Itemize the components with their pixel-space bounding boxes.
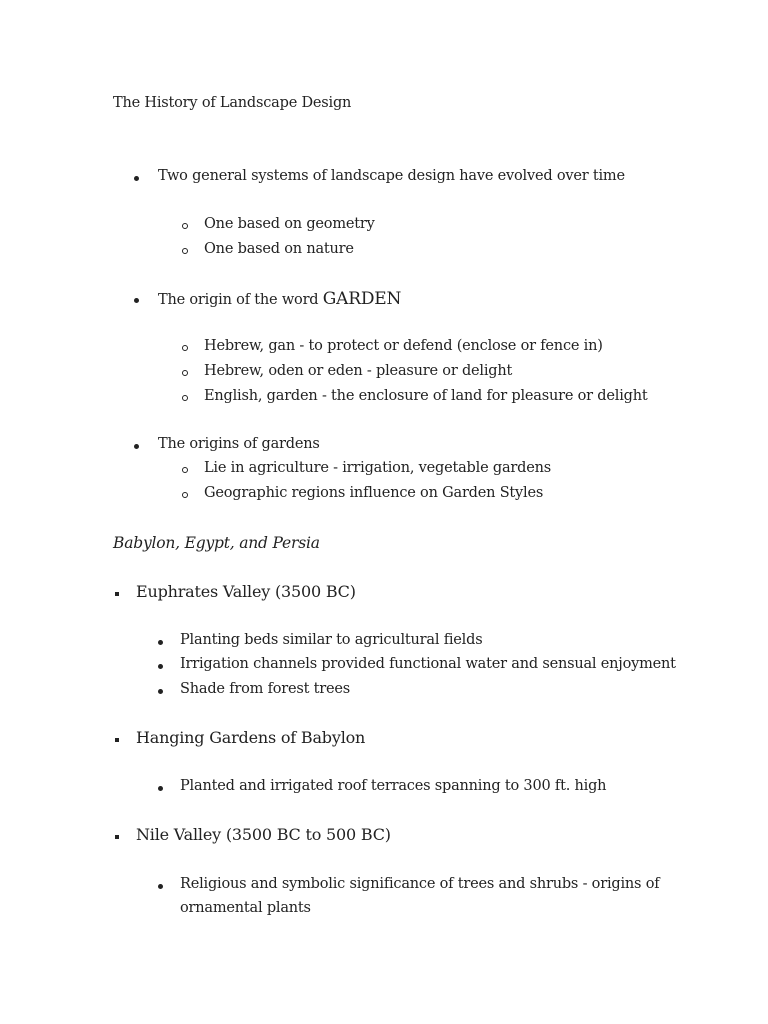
list-item: Hanging Gardens of Babylon: [136, 728, 366, 747]
bullet-dot: [158, 640, 163, 645]
sub-bullet-circle: [182, 223, 188, 229]
list-item: Planted and irrigated roof terraces spanning to 300 ft. high: [180, 778, 607, 794]
bullet-dot: [158, 664, 163, 669]
bullet-square: [115, 592, 119, 596]
list-item: The origins of gardens: [158, 436, 320, 452]
list-item: Hebrew, gan - to protect or defend (enclose or fence in): [204, 338, 603, 354]
sub-bullet-circle: [182, 248, 188, 254]
bullet-dot: [134, 444, 139, 449]
list-item-continuation: ornamental plants: [180, 900, 311, 916]
list-item: Nile Valley (3500 BC to 500 BC): [136, 825, 391, 844]
sub-bullet-circle: [182, 370, 188, 376]
bullet-dot: [134, 298, 139, 303]
page-title: The History of Landscape Design: [113, 95, 352, 111]
sub-bullet-circle: [182, 492, 188, 498]
bullet-square: [115, 738, 119, 742]
list-item: One based on geometry: [204, 216, 375, 232]
list-item: Geographic regions influence on Garden Styles: [204, 485, 544, 501]
sub-bullet-circle: [182, 467, 188, 473]
sub-bullet-circle: [182, 395, 188, 401]
list-item: One based on nature: [204, 241, 354, 257]
list-item: Irrigation channels provided functional water and sensual enjoyment: [180, 656, 676, 672]
list-item: Planting beds similar to agricultural fields: [180, 632, 483, 648]
list-item: English, garden - the enclosure of land for pleasure or delight: [204, 388, 648, 404]
list-item: Two general systems of landscape design have evolved over time: [158, 168, 625, 184]
list-item: Hebrew, oden or eden - pleasure or delight: [204, 363, 513, 379]
garden-word: GARDEN: [322, 289, 402, 309]
list-item: Euphrates Valley (3500 BC): [136, 582, 356, 601]
list-item-prefix: The origin of the word: [158, 292, 323, 308]
list-item: Shade from forest trees: [180, 681, 351, 697]
bullet-dot: [158, 884, 163, 889]
list-item: Religious and symbolic significance of trees and shrubs - origins of: [180, 876, 660, 892]
bullet-dot: [134, 176, 139, 181]
list-item: [158, 289, 401, 309]
bullet-dot: [158, 689, 163, 694]
bullet-dot: [158, 786, 163, 791]
sub-bullet-circle: [182, 345, 188, 351]
section-heading: Babylon, Egypt, and Persia: [113, 534, 320, 552]
list-item: Lie in agriculture - irrigation, vegetable gardens: [204, 460, 551, 476]
bullet-square: [115, 835, 119, 839]
